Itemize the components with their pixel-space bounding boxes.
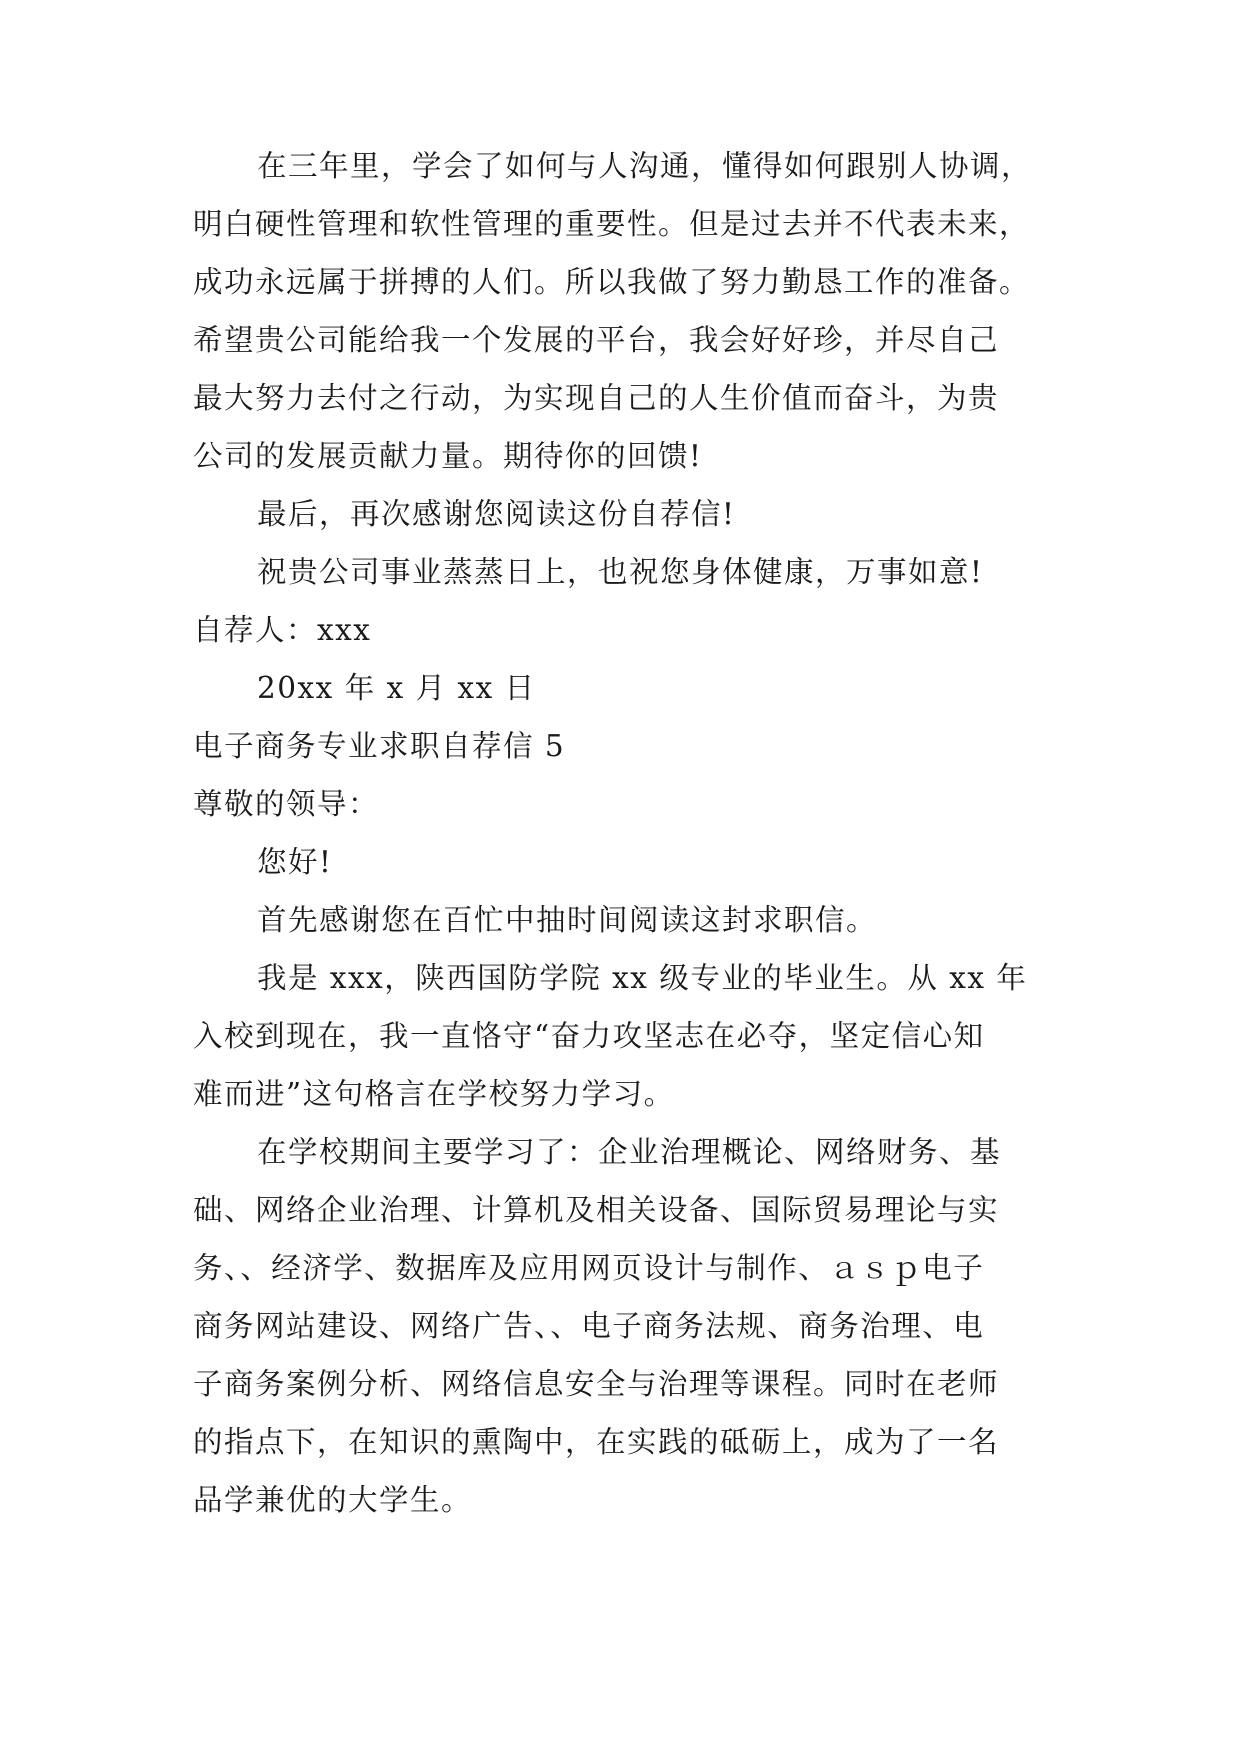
greeting-line: 您好! [257, 845, 333, 879]
paragraph-line: 入校到现在，我一直恪守“奋力攻坚志在必夺，坚定信心知 [193, 1019, 985, 1053]
paragraph-line: 希望贵公司能给我一个发展的平台，我会好好珍，并尽自己 [193, 323, 1000, 357]
paragraph-line: 品学兼优的大学生。 [193, 1483, 473, 1517]
closing-thanks-line: 最后，再次感谢您阅读这份自荐信! [257, 497, 736, 531]
paragraph-line: 的指点下，在知识的熏陶中，在实践的砥砺上，成为了一名 [193, 1425, 1000, 1459]
paragraph-line: 商务网站建设、网络广告、、电子商务法规、商务治理、电 [193, 1309, 985, 1343]
paragraph-line: 子商务案例分析、网络信息安全与治理等课程。同时在老师 [193, 1367, 1000, 1401]
signature-line: 自荐人：xxx [193, 613, 372, 647]
wishes-line: 祝贵公司事业蒸蒸日上，也祝您身体健康，万事如意! [257, 555, 984, 589]
paragraph-line: 在三年里，学会了如何与人沟通，懂得如何跟别人协调， [257, 149, 1033, 183]
salutation-line: 尊敬的领导： [193, 787, 380, 821]
paragraph-line: 首先感谢您在百忙中抽时间阅读这封求职信。 [257, 903, 878, 937]
paragraph-line: 最大努力去付之行动，为实现自己的人生价值而奋斗，为贵 [193, 381, 1000, 415]
paragraph-line: 在学校期间主要学习了：企业治理概论、网络财务、基 [257, 1135, 1002, 1169]
paragraph-line: 我是 xxx，陕西国防学院 xx 级专业的毕业生。从 xx 年 [257, 961, 1028, 995]
paragraph-line: 难而进”这句格言在学校努力学习。 [193, 1077, 675, 1111]
date-line: 20xx 年 x 月 xx 日 [257, 671, 536, 705]
paragraph-line: 成功永远属于拼搏的人们。所以我做了努力勤恳工作的准备。 [193, 265, 1031, 299]
paragraph-line: 公司的发展贡献力量。期待你的回馈! [193, 439, 703, 473]
paragraph-line: 务、、经济学、数据库及应用网页设计与制作、ａｓｐ电子 [193, 1251, 985, 1285]
section-title: 电子商务专业求职自荐信 5 [193, 729, 566, 763]
paragraph-line: 明白硬性管理和软性管理的重要性。但是过去并不代表未来， [193, 207, 1031, 241]
paragraph-line: 础、网络企业治理、计算机及相关设备、国际贸易理论与实 [193, 1193, 1000, 1227]
